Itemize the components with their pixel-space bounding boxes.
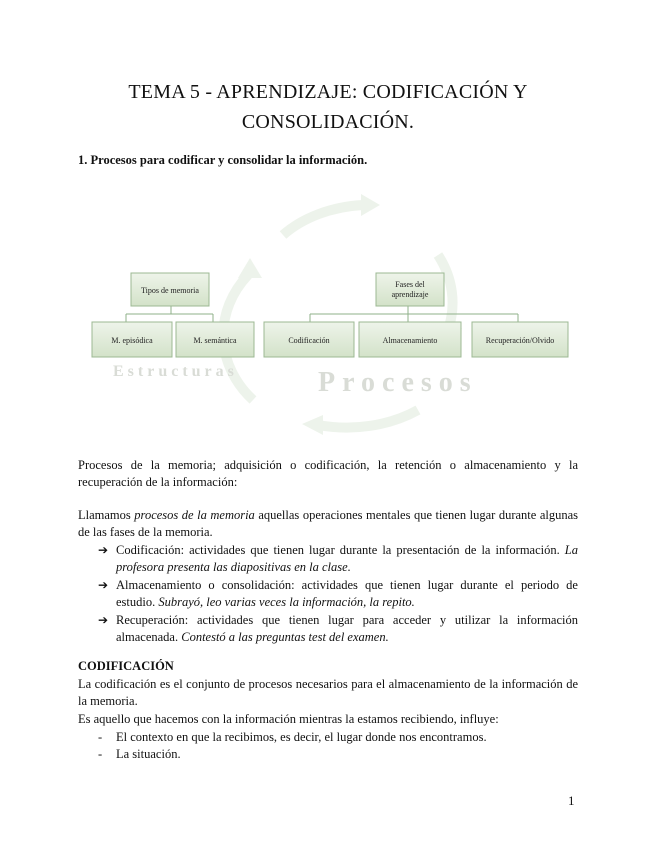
bullet-text: Codificación: actividades que tienen lugar durante la presentación de la información.: [116, 543, 565, 557]
box-fases-aprendizaje-label-1: Fases del: [395, 280, 425, 289]
box-m-semantica-label: M. semántica: [193, 336, 237, 345]
box-recuperacion-olvido-label: Recuperación/Olvido: [485, 336, 555, 345]
list-item: - El contexto en que la recibimos, es decir, el lugar donde nos encontramos.: [98, 730, 487, 744]
watermark-procesos: Procesos: [318, 367, 478, 398]
definition-paragraph: [78, 507, 578, 541]
page-title: [78, 77, 578, 137]
box-fases-aprendizaje-label-2: aprendizaje: [391, 290, 429, 299]
intro-paragraph: Procesos de la memoria; adquisición o codificación, la retención o almacenamiento y la recuperación de la información:: [78, 458, 578, 489]
bullet-example: Subrayó, leo varias veces la información, la repito.: [158, 595, 415, 609]
arrow-bullet-icon: ➔: [98, 613, 109, 627]
watermark-estructuras: Estructuras: [113, 363, 238, 380]
box-tipos-de-memoria-label: Tipos de memoria: [141, 286, 199, 295]
arrow-bullet-icon: ➔: [98, 578, 109, 592]
left-tree-connectors: [126, 306, 213, 322]
bullet-codificacion: [78, 542, 578, 576]
definition-term: procesos de la memoria: [134, 508, 255, 522]
bullet-recuperacion: [78, 612, 578, 646]
process-bullet-list: [78, 542, 578, 647]
bullet-example: La profesora presenta las diapositivas en la clase.: [116, 543, 578, 574]
title-line-1: TEMA 5 - APRENDIZAJE: CODIFICACIÓN Y: [128, 81, 528, 103]
list-item: - La situación.: [98, 747, 181, 761]
section-heading: 1. Procesos para codificar y consolidar la información.: [78, 153, 368, 167]
box-almacenamiento-label: Almacenamiento: [382, 336, 438, 345]
codificacion-paragraph-1: La codificación es el conjunto de procesos necesarios para el almacenamiento de la información de la memoria.: [78, 677, 578, 708]
bullet-text: Recuperación: actividades que tienen lugar para acceder y utilizar la información almacenada.: [116, 613, 578, 644]
codificacion-heading: CODIFICACIÓN: [78, 659, 174, 673]
title-line-2: CONSOLIDACIÓN.: [241, 111, 415, 133]
box-codificacion-label: Codificación: [288, 336, 330, 345]
codificacion-dash-list: [78, 729, 578, 763]
bullet-example: Contestó a las preguntas test del examen.: [181, 630, 389, 644]
right-tree-connectors: [310, 306, 518, 322]
bullet-text: Almacenamiento o consolidación: actividades que tienen lugar durante el periodo de estudio.: [116, 578, 578, 609]
box-m-episodica-label: M. episódica: [111, 336, 153, 345]
definition-pre: Llamamos: [78, 508, 135, 522]
arrow-bullet-icon: ➔: [98, 543, 109, 557]
codificacion-paragraph-2: Es aquello que hacemos con la información mientras la estamos recibiendo, influye:: [78, 712, 499, 726]
bullet-almacenamiento: [78, 577, 578, 611]
page-number: 1: [568, 793, 575, 808]
definition-post: aquellas operaciones mentales que tienen lugar durante algunas de las fases de la memoria.: [78, 508, 579, 539]
memory-diagram: [78, 180, 578, 445]
